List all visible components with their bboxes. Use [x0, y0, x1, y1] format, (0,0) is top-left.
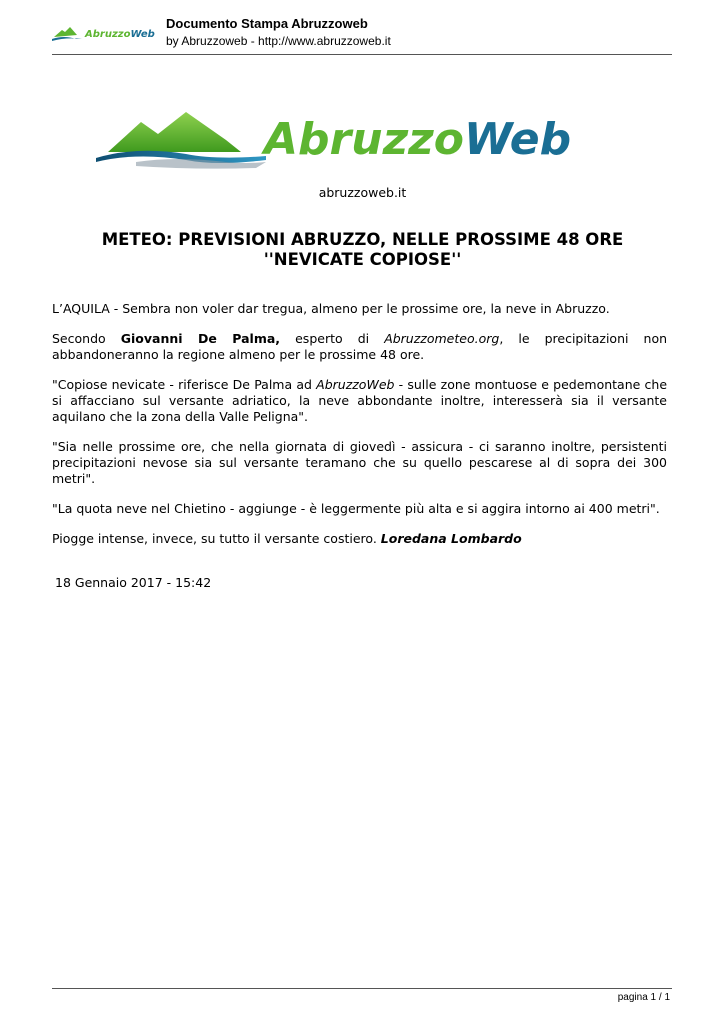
- header-subtitle: by Abruzzoweb - http://www.abruzzoweb.it: [166, 34, 391, 48]
- svg-text:AbruzzoWeb: [261, 114, 571, 165]
- page-number: pagina 1 / 1: [617, 992, 670, 1003]
- p2-pre: Secondo: [52, 331, 121, 346]
- article-author: Loredana Lombardo: [380, 531, 522, 546]
- paragraph-1: L’AQUILA - Sembra non voler dar tregua, almeno per le prossime ore, la neve in Abruzzo.: [52, 301, 610, 316]
- p3-pre: "Copiose nevicate - riferisce De Palma ad: [52, 377, 317, 392]
- abruzzoweb-logo: [96, 106, 606, 172]
- paragraph-6: [52, 531, 667, 547]
- paragraph-5: "La quota neve nel Chietino - aggiunge - è leggermente più alta e si aggira intorno ai 400 metri".: [52, 501, 660, 516]
- header-divider: [52, 54, 672, 55]
- headline-line-1: METEO: PREVISIONI ABRUZZO, NELLE PROSSIME 48 ORE: [101, 230, 624, 249]
- p2-italic-source: Abruzzometeo.org: [384, 331, 500, 346]
- article-headline: [70, 230, 655, 270]
- article-date: 18 Gennaio 2017 - 15:42: [55, 575, 212, 590]
- paragraph-3: [52, 377, 667, 425]
- p2-mid: esperto di: [280, 331, 385, 346]
- svg-text:AbruzzoWeb: [84, 29, 155, 40]
- headline-line-2: ''NEVICATE COPIOSE'': [263, 250, 462, 269]
- header-title: Documento Stampa Abruzzoweb: [166, 16, 368, 31]
- paragraph-4: "Sia nelle prossime ore, che nella giornata di giovedì - assicura - ci saranno inoltre, persistenti precipitazioni nevose sia sul versante teramano che su quello pescarese al di sopra dei 300 metri".: [52, 439, 667, 486]
- p6-pre: Piogge intense, invece, su tutto il versante costiero.: [52, 531, 381, 546]
- logo-text-green: Abruzzo: [264, 114, 465, 165]
- header-logo: [52, 22, 155, 44]
- p2-bold-name: Giovanni De Palma,: [120, 331, 281, 346]
- footer-divider: [52, 988, 672, 989]
- logo-text-blue: Web: [464, 114, 572, 165]
- p3-italic-source: AbruzzoWeb: [316, 377, 395, 392]
- article-body: [52, 301, 667, 561]
- paragraph-2: [52, 331, 667, 363]
- site-name: abruzzoweb.it: [318, 185, 407, 200]
- p2-post: , le precipitazioni non abbandoneranno la regione almeno per le prossime 48 ore.: [52, 331, 668, 362]
- header-logo-text-green: Abruzzo: [85, 29, 131, 40]
- header-logo-text-blue: Web: [130, 29, 155, 40]
- p3-post: - sulle zone montuose e pedemontane che si affacciano sul versante adriatico, la neve abbondante inoltre, interesserà sia il versante aquilano che la zona della Valle Peligna".: [52, 377, 668, 424]
